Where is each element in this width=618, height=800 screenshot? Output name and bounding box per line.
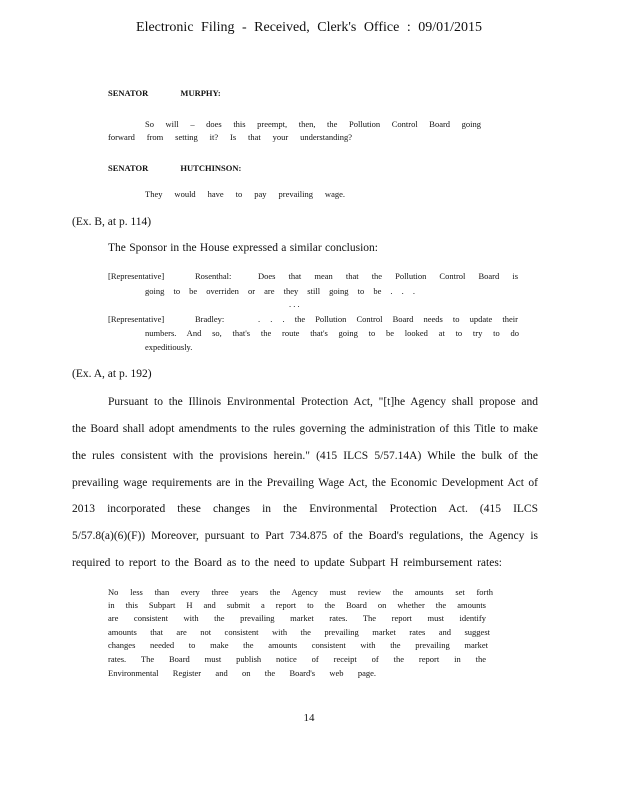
quote-line: expeditiously. (145, 342, 193, 352)
quote-line: So will – does this preempt, then, the Pollution Control Board going (145, 119, 481, 129)
blockquote-line: No less than every three years the Agency must review the amounts set forth (108, 587, 493, 597)
quote-line: . . . the Pollution Control Board needs to update their (258, 314, 518, 324)
paragraph-line: the rules consistent with the provisions herein." (415 ILCS 5/57.14A) While the bulk of the (72, 450, 538, 462)
citation: (Ex. B, at p. 114) (72, 216, 152, 228)
rep-name: Bradley: (195, 314, 225, 324)
quote-line: going to be overriden or are they still going to be . . . (145, 286, 415, 296)
ellipsis: . . . (289, 299, 300, 309)
filing-header: Electronic Filing - Received, Clerk's Office : 09/01/2015 (136, 20, 482, 35)
speaker-senator-murphy: SENATOR MURPHY: (108, 88, 221, 98)
paragraph-line: 5/57.8(a)(6)(F)) Moreover, pursuant to Part 734.875 of the Board's regulations, the Agency is (72, 530, 538, 542)
paragraph-line: 2013 incorporated these changes in the Environmental Protection Act. (415 ILCS (72, 503, 538, 515)
paragraph-line: required to report to the Board as to the need to update Subpart H reimbursement rates: (72, 557, 502, 569)
citation: (Ex. A, at p. 192) (72, 368, 152, 380)
blockquote-line: changes needed to make the amounts consistent with the prevailing market (108, 640, 488, 650)
blockquote-line: rates. The Board must publish notice of receipt of the report in the (108, 654, 486, 664)
blockquote-line: Environmental Register and on the Board's web page. (108, 668, 376, 678)
rep-label: [Representative] (108, 314, 165, 324)
paragraph-line: Pursuant to the Illinois Environmental Protection Act, "[t]he Agency shall propose and (108, 396, 538, 408)
quote-line: forward from setting it? Is that your understanding? (108, 132, 352, 142)
paragraph-line: prevailing wage requirements are in the Prevailing Wage Act, the Economic Development Act of (72, 477, 538, 489)
quote-line: numbers. And so, that's the route that's going to be looked at to try to do (145, 328, 519, 338)
rep-name: Rosenthal: (195, 271, 232, 281)
blockquote-line: in this Subpart H and submit a report to the Board on whether the amounts (108, 600, 486, 610)
blockquote-line: are consistent with the prevailing market rates. The report must identify (108, 613, 486, 623)
quote-line: Does that mean that the Pollution Control Board is (258, 271, 518, 281)
speaker-senator-hutchinson: SENATOR HUTCHINSON: (108, 163, 242, 173)
paragraph-line: the Board shall adopt amendments to the rules governing the administration of this Title to make (72, 423, 538, 435)
body-text: The Sponsor in the House expressed a similar conclusion: (108, 242, 378, 254)
page-number: 14 (303, 712, 315, 724)
rep-label: [Representative] (108, 271, 165, 281)
blockquote-line: amounts that are not consistent with the prevailing market rates and suggest (108, 627, 490, 637)
quote-line: They would have to pay prevailing wage. (145, 189, 345, 199)
